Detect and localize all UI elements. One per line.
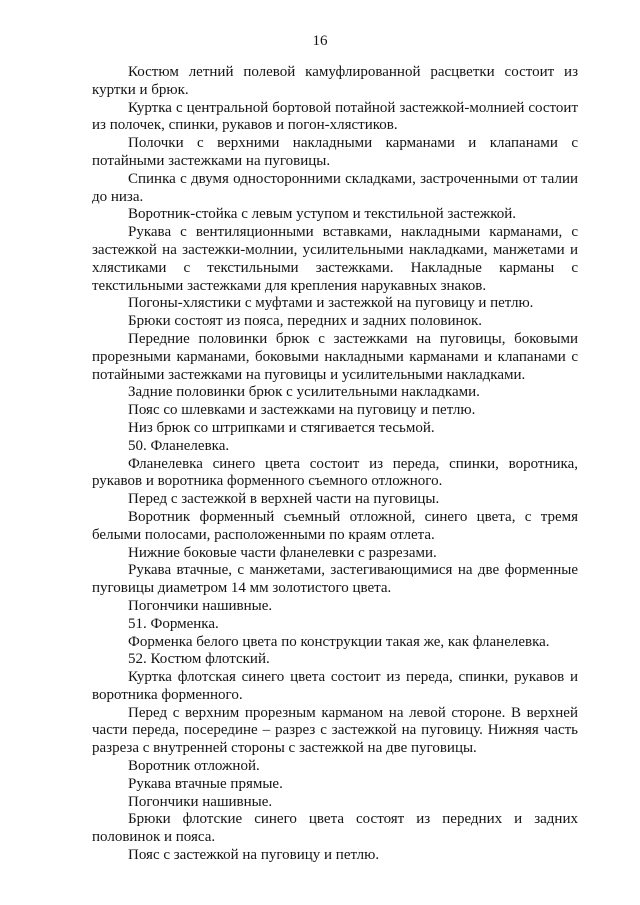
- paragraph: Рукава с вентиляционными вставками, накладными карманами, с застежкой на застежки-молнии, усилительными накладками, манжетами и хлястиками с текстильными застежками. Накладные карманы с текстильными застежками для крепления нарукавных знаков.: [92, 224, 578, 294]
- paragraph: Воротник-стойка с левым уступом и текстильной застежкой.: [128, 206, 517, 223]
- paragraph: Воротник отложной.: [128, 758, 260, 775]
- paragraph: Погончики нашивные.: [128, 793, 273, 810]
- paragraph: Погоны-хлястики с муфтами и застежкой на пуговицу и петлю.: [128, 295, 534, 312]
- paragraph: Пояс со шлевками и застежками на пуговицу и петлю.: [128, 402, 476, 419]
- paragraph: Перед с застежкой в верхней части на пуговицы.: [128, 491, 440, 508]
- page-number: 16: [312, 33, 328, 49]
- paragraph: Пояс с застежкой на пуговицу и петлю.: [128, 847, 380, 864]
- section-heading: 51. Форменка.: [128, 615, 219, 632]
- paragraph: Куртка флотская синего цвета состоит из переда, спинки, рукавов и воротника форменного.: [92, 669, 578, 703]
- paragraph: Рукава втачные, с манжетами, застегивающимися на две форменные пуговицы диаметром 14 мм золотистого цвета.: [92, 562, 578, 597]
- paragraph: Костюм летний полевой камуфлированной расцветки состоит из куртки и брюк.: [92, 64, 578, 98]
- paragraph: Форменка белого цвета по конструкции такая же, как фланелевка.: [128, 633, 550, 650]
- paragraph: Рукава втачные прямые.: [128, 775, 283, 792]
- paragraph: Куртка с центральной бортовой потайной застежкой-молнией состоит из полочек, спинки, рукавов и погон-хлястиков.: [92, 99, 578, 134]
- paragraph: Брюки флотские синего цвета состоят из передних и задних половинок и пояса.: [92, 811, 578, 846]
- paragraph: Задние половинки брюк с усилительными накладками.: [128, 384, 480, 401]
- section-heading: 52. Костюм флотский.: [128, 651, 270, 668]
- paragraph: Низ брюк со штрипками и стягивается тесьмой.: [128, 419, 435, 436]
- paragraph: Передние половинки брюк с застежками на пуговицы, боковыми прорезными карманами, боковыми накладными карманами и клапанами с потайными застежками на пуговицы и усилительными накладками.: [92, 330, 578, 383]
- paragraph: Погончики нашивные.: [128, 597, 273, 614]
- paragraph: Фланелевка синего цвета состоит из переда, спинки, воротника, рукавов и воротника форменного съемного отложного.: [92, 455, 578, 490]
- paragraph: Воротник форменный съемный отложной, синего цвета, с тремя белыми полосами, расположенными по краям отлета.: [92, 508, 578, 543]
- paragraph: Спинка с двумя односторонними складками, застроченными от талии до низа.: [92, 170, 578, 205]
- section-heading: 50. Фланелевка.: [128, 437, 230, 454]
- paragraph: Перед с верхним прорезным карманом на левой стороне. В верхней части переда, посередине – разрез с застежкой на пуговицу. Нижняя часть разреза с внутренней стороны с застежкой на две пуговицы.: [92, 704, 578, 757]
- document-body: [92, 64, 578, 865]
- paragraph: Нижние боковые части фланелевки с разрезами.: [128, 544, 437, 561]
- paragraph: Полочки с верхними накладными карманами и клапанами с потайными застежками на пуговицы.: [92, 135, 578, 169]
- paragraph: Брюки состоят из пояса, передних и задних половинок.: [128, 313, 483, 330]
